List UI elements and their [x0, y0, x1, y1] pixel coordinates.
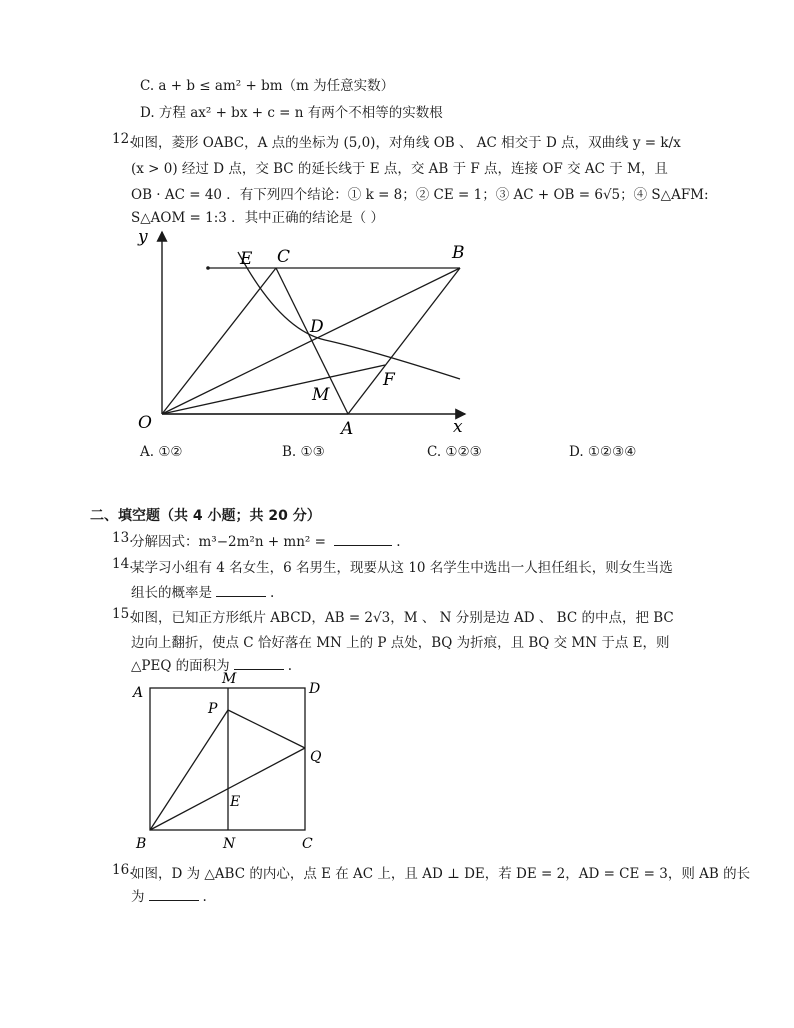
q15-number: 15.	[112, 606, 134, 622]
label-b: B	[452, 243, 465, 263]
q12-number: 12.	[112, 131, 134, 147]
q15-line3-text: △PEQ 的面积为	[131, 658, 230, 674]
q14-end: .	[270, 585, 275, 601]
q15-line1: 如图，已知正方形纸片 ABCD，AB = 2√3，M 、 N 分别是边 AD 、 BC 的中点，把 BC	[131, 610, 674, 626]
label-x: x	[453, 417, 463, 437]
q12-choice-d[interactable]: D. ①②③④	[569, 444, 637, 460]
label-f: F	[383, 370, 395, 390]
q15-line2: 边向上翻折，使点 C 恰好落在 MN 上的 P 点处，BQ 为折痕，且 BQ 交 MN 于点 E，则	[131, 635, 670, 651]
q11-option-c: C. a + b ≤ am² + bm（m 为任意实数）	[140, 78, 395, 94]
extension-endpoint	[206, 266, 210, 270]
square-figure	[130, 668, 340, 854]
q14-line2	[131, 581, 274, 601]
sq-label-b: B	[136, 836, 147, 852]
sq-label-d: D	[309, 681, 321, 697]
label-d: D	[310, 317, 324, 337]
q12-line2: (x > 0) 经过 D 点，交 BC 的延长线于 E 点，交 AB 于 F 点，连接 OF 交 AC 于 M，且	[131, 161, 668, 177]
q11-option-d: D. 方程 ax² + bx + c = n 有两个不相等的实数根	[140, 105, 443, 121]
q12-choice-b[interactable]: B. ①③	[282, 444, 325, 460]
q12-line1: 如图，菱形 OABC，A 点的坐标为 (5,0)，对角线 OB 、 AC 相交于 D 点，双曲线 y = k/x	[131, 135, 681, 151]
q12-choice-c[interactable]: C. ①②③	[427, 444, 482, 460]
q12-line4: S△AOM = 1:3 ．其中正确的结论是（ ）	[131, 210, 384, 226]
q13-answer-blank[interactable]	[334, 533, 392, 546]
q14-line1: 某学习小组有 4 名女生，6 名男生，现要从这 10 名学生中选出一人担任组长，则女生当选	[131, 560, 673, 576]
segment-pq	[228, 710, 305, 748]
label-c: C	[277, 247, 291, 267]
label-e: E	[240, 249, 253, 269]
q14-number: 14.	[112, 556, 134, 572]
q16-line2-text: 为	[131, 889, 145, 905]
sq-label-n: N	[223, 836, 236, 852]
sq-label-q: Q	[310, 749, 322, 765]
q12-line3: OB · AC = 40 ．有下列四个结论：① k = 8；② CE = 1；③ AC + OB = 6√5；④ S△AFM:	[131, 187, 709, 203]
q13-number: 13.	[112, 530, 134, 546]
segment-of	[162, 365, 385, 414]
q12-choice-a[interactable]: A. ①②	[140, 444, 183, 460]
label-a: A	[341, 419, 354, 439]
q16-line1: 如图，D 为 △ABC 的内心，点 E 在 AC 上，且 AD ⊥ DE，若 DE = 2，AD = CE = 3，则 AB 的长	[131, 866, 751, 882]
diagonal-ob	[162, 268, 460, 414]
sq-label-c: C	[302, 836, 313, 852]
q13-text: 分解因式：m³−2m²n + mn² =	[131, 534, 331, 550]
side-ab	[348, 268, 460, 414]
q13-end: .	[396, 534, 401, 550]
q15-end: .	[287, 658, 292, 674]
sq-label-e: E	[230, 794, 241, 810]
rhombus-figure	[130, 222, 480, 440]
q16-answer-blank[interactable]	[149, 888, 199, 901]
q14-line2-text: 组长的概率是	[131, 585, 212, 601]
sq-label-a: A	[133, 685, 144, 701]
q14-answer-blank[interactable]	[216, 584, 266, 597]
q16-number: 16.	[112, 862, 134, 878]
segment-bp	[150, 710, 228, 830]
label-y: y	[138, 227, 148, 247]
sq-label-p: P	[208, 701, 218, 717]
q13-line	[131, 530, 401, 550]
label-o: O	[138, 413, 152, 433]
label-m: M	[312, 385, 330, 405]
sq-label-m: M	[222, 671, 237, 687]
section-2-title: 二、填空题（共 4 小题；共 20 分）	[90, 508, 321, 524]
q16-line2	[131, 885, 207, 905]
q16-end: .	[202, 889, 207, 905]
